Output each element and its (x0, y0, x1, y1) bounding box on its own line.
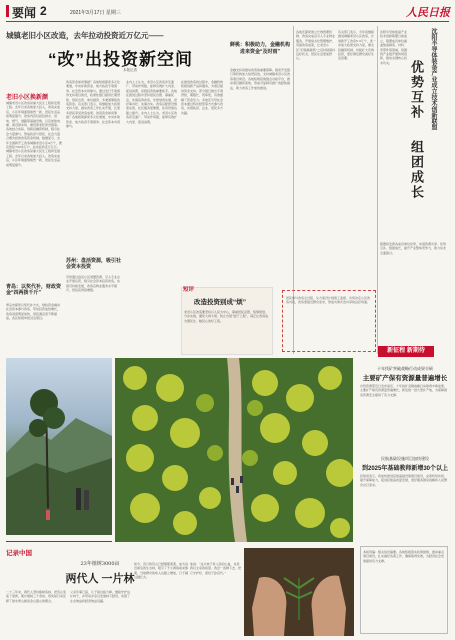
bottom-body-3: 如今，昔日的荒山已经郁郁葱葱，成为远近闻名的生态林，吸引了不少游客前来参观，当地群众的收入也随之增加，日子越过越红火。 (134, 562, 188, 580)
bottom-body-1: 二十三年来，两代人坚持植树造林，把荒山变成了绿洲，累计植树三千余亩，用实际行动诠释了绿水青山就是金山银山的理念。 (6, 590, 67, 603)
center-body-1: 在推进改造的过程中，金融机构积极创新产品和服务，为项目提供资金支持。部分银行推出专项贷款，期限长、利率低，有效缓解了资金压力。多地还引导社会资本通过特许经营等方式参与改造，实现政府、企业、居民多方共赢。 (181, 80, 224, 115)
right-headline-2: 组团成长 (408, 140, 423, 200)
lead-body-col1b: 青岛市探索以奖代补方式，财政资金撬动社会资本参与改造，带动投资成倍增长，改造进度明显加快，居民满意度不断提高，各区积极申报试点项目。 (6, 303, 61, 321)
photo-hands (244, 548, 354, 636)
section-marker (6, 5, 9, 17)
lead-body-col1: 城镇老旧小区改造是重大民生工程和发展工程。去年以来各地加大投入，改造完成后，小区环境面貌焕然一新，居民生活品质明显提升。改造内容包括给排水、供电、燃气、道路等基础设施，以及加装电梯、建设停车场、增设养老托育设施等。各地结合实际，创新投融资机制，吸引社会力量参与，形成政府与居民、社会力量合理共担的改造资金机制。数据显示，去年全国新开工改造城镇老旧小区4万个，惠及居民700多万户，拉动投资近万亿元。城镇老旧小区改造是重大民生工程和发展工程。去年以来各地加大投入，改造完成后，小区环境面貌焕然一新，居民生活品质明显提升。 (6, 101, 62, 167)
info-body: 本版责编：相关信息摘要。各地积极落实政策措施，推动重点项目建设，扎实做好各项工作，确保取得实效，为经济社会发展提供有力支撑。 (363, 550, 445, 563)
center-body-4: 有关部门表示，今年将继续推进城镇老旧小区改造，计划新开工改造5.3万个，进一步加大政策支持力度，健全投融资机制，持续扩大有效投资，更好满足群众美好生活需要。 (338, 30, 376, 61)
photo-forest (115, 358, 353, 542)
lead-body-col3: 业内人士认为，老旧小区改造涉及面广、带动作用强，能够有效扩大内需、促进消费，是稳投资的重要抓手。各地在推进过程中坚持居民自愿、尊重民意，先摸底再改造，先规划再实施，把好事办好、实事办实。改造后配套设施更完善，社区服务更便捷，住房价值也随之提升。业内人士认为，老旧小区改造涉及面广、带动作用强，能够有效扩大内需、促进消费。 (126, 80, 178, 124)
photo-caption-1 (6, 535, 112, 541)
commentary-body: 老旧小区改造要坚持以人民为中心，尊重居民意愿，统筹规划，分步实施，避免大拆大建，防止出现“面子工程”，真正让改造成为惠民生、暖民心的好工程。 (184, 310, 269, 323)
center-body-3: 各地还探索建立长效管理机制，改造完成后引入专业物业服务，开展常态化管理维护，巩固改造成果，让老旧小区“旧貌换新颜”之后持续保持良好状态，居民生活更加舒心。 (296, 30, 336, 61)
bottom-body-4: 他说：“这片林子是父亲的心血，也是我们全家的希望，我会一直种下去，把它守护好，留给子孙后代。” (190, 562, 242, 575)
right-headline-1: 优势互补 (408, 60, 423, 120)
subhead-1: 老旧小区换新颜 (6, 95, 49, 101)
subhead-2: 青岛：以奖代补，财政资金“四两拨千斤” (6, 284, 62, 296)
right-divider (377, 26, 378, 354)
masthead-rule (6, 21, 449, 22)
right-body-4: 民航局表示，将加快推进民航基础设施项目建设，完善机场布局，提升保障能力，促进民航高质量发展，更好服务国家战略和人民群众出行需求。 (360, 474, 448, 487)
right-headline-4: 到2025年基础教师新增30个以上 (361, 466, 449, 472)
right-body-3: 自然资源部近日发布消息，十年找矿突破战略行动取得丰硕成果，主要矿产保有资源量普遍增长，新发现一批大型矿产地，为保障国家资源安全提供了有力支撑。 (360, 384, 448, 397)
forest-aerial-icon (115, 358, 353, 542)
lead-body-col2b: 苏州通过盘活小区闲置资源，引入专业企业开展运营，吸引社会资本投资改造，实现可持续发展，改造后物业服务水平提升，居民获得感增强。 (66, 275, 121, 293)
commentary-title: 改造投资别成“烦” (194, 299, 246, 306)
right-headline-3: 主要矿产保有资源量普遍增长 (362, 375, 448, 382)
bottom-kicker: 23年植树3000亩 (80, 561, 120, 567)
subhead-3: 苏州：盘活资源，吸引社会资本投资 (66, 258, 122, 270)
lead-byline: 本报记者 (123, 68, 137, 72)
page-number: 2 (40, 4, 47, 18)
right-body-1: 沈阳半导体装备产业技术创新联盟日前成立，联盟成员单位涵盖装备制造、材料、零部件等领域，将围绕产业链开展协同创新，推动关键核心技术攻关。 (380, 30, 408, 65)
right-kicker-2: 十年找矿突破战略行动成果丰硕 (377, 366, 433, 371)
masthead (6, 4, 450, 20)
bottom-section-label: 记录中国 (6, 550, 32, 557)
issue-date: 2021年3月17日 星期三 (70, 10, 121, 16)
section-label: 要闻 (12, 6, 37, 20)
subhead-4: 短评 (183, 287, 195, 293)
right-kicker: 沈阳半导体装备产业成立技术创新联盟 (430, 28, 437, 130)
right-body-2: 联盟将发挥各成员单位优势，实现资源共享、优势互补，组团成长，提升产业整体竞争力，助力东北全面振兴。 (380, 242, 447, 255)
quote-body: 居民参与改造全过程，从方案设计到施工监督，共同决定小区改造内容，改造更贴近群众需求，形成共建共治共享的良好局面。 (286, 296, 371, 305)
center-headline: 鲜桃：积极助力，金融机构进来资金“及时雨” (230, 42, 291, 55)
new-journey-badge: 新征程 新期待 (378, 346, 434, 357)
logo: 人民日报 (406, 6, 450, 19)
bottom-headline: 两代人 一片林 (65, 573, 135, 585)
lead-kicker: 城镇老旧小区改造，去年拉动投资近万亿元—— (6, 31, 164, 40)
photo-mountain (6, 358, 112, 542)
hands-planting-icon (244, 548, 354, 636)
mountain-scene-icon (6, 358, 112, 542)
lead-body-col2: 改造资金如何筹措？各地积极探索多元化渠道，中央补助资金、地方政府专项债券、社会资本共同参与。通过发行专项债券支持项目建设，政策性银行提供长期贷款，居民出资、单位捐资，多渠道筹集改造资金。有关部门表示，将继续加大政策支持力度，推动改造工作扎实开展，让更多居民享受改造成果。改造资金如何筹措？各地积极探索多元化渠道，中央补助资金、地方政府专项债券、社会资本共同参与。 (66, 80, 121, 129)
right-kicker-3: 民航基础设施项目加快建设 (381, 456, 429, 461)
center-body-2: 金融支持是推动改造的重要保障。国家开发银行等机构加大信贷投放，支持城镇老旧小区改造项目建设。各地积极搭建银企对接平台，推动项目融资落地，形成可复制可推广的经验做法，助力改造工作加快推进。 (230, 68, 290, 90)
bottom-body-2: 父亲年事已高，儿子接过接力棒，继续守护这片林子，并带动乡亲们发展林下经济，实现了生态效益和经济效益双赢。 (70, 590, 131, 603)
lead-headline: “改”出投资新空间 (48, 50, 193, 69)
